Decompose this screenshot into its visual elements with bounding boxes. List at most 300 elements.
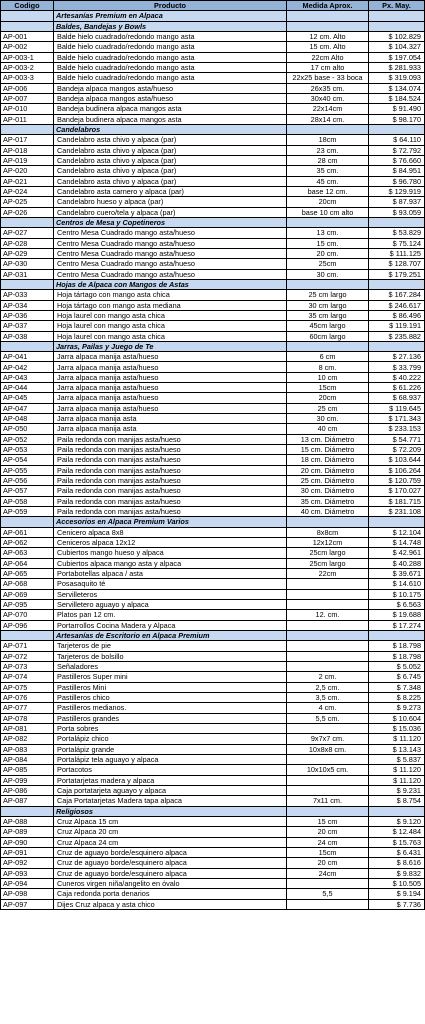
table-row bbox=[1, 899, 425, 909]
item-code: AP-086 bbox=[1, 785, 54, 795]
header-price: Px. May. bbox=[369, 1, 425, 11]
item-code: AP-094 bbox=[1, 878, 54, 888]
item-measure: 8 cm. bbox=[287, 362, 369, 372]
category-price-cell bbox=[369, 279, 425, 289]
item-price: $ 102.829 bbox=[369, 31, 425, 41]
item-product: Bandeja budinera alpaca mangos asta bbox=[54, 104, 287, 114]
header-row bbox=[1, 1, 425, 11]
table-row bbox=[1, 496, 425, 506]
item-code: AP-098 bbox=[1, 889, 54, 899]
item-measure: 45cm largo bbox=[287, 321, 369, 331]
item-measure: 40 cm. Diámetro bbox=[287, 507, 369, 517]
item-price: $ 27.136 bbox=[369, 352, 425, 362]
item-code: AP-045 bbox=[1, 393, 54, 403]
item-price: $ 231.108 bbox=[369, 507, 425, 517]
table-row bbox=[1, 507, 425, 517]
category-row bbox=[1, 279, 425, 289]
category-price-cell bbox=[369, 341, 425, 351]
item-measure: 7x11 cm. bbox=[287, 796, 369, 806]
item-price: $ 11.120 bbox=[369, 765, 425, 775]
item-code: AP-065 bbox=[1, 569, 54, 579]
table-row bbox=[1, 465, 425, 475]
item-product: Hoja laurel con mango asta chica bbox=[54, 321, 287, 331]
item-price: $ 54.771 bbox=[369, 434, 425, 444]
item-code: AP-054 bbox=[1, 455, 54, 465]
item-measure: 28x14 cm. bbox=[287, 114, 369, 124]
item-price: $ 86.496 bbox=[369, 310, 425, 320]
table-row bbox=[1, 372, 425, 382]
table-row bbox=[1, 610, 425, 620]
item-price: $ 106.264 bbox=[369, 465, 425, 475]
item-price: $ 9.273 bbox=[369, 703, 425, 713]
category-measure-cell bbox=[287, 21, 369, 31]
item-measure bbox=[287, 878, 369, 888]
item-code: AP-095 bbox=[1, 600, 54, 610]
item-product: Hoja laurel con mango asta chica bbox=[54, 310, 287, 320]
item-code: AP-036 bbox=[1, 310, 54, 320]
item-product: Bandeja alpaca mangos asta/hueso bbox=[54, 93, 287, 103]
item-product: Centro Mesa Cuadrado mango asta/hueso bbox=[54, 248, 287, 258]
item-measure: 15cm bbox=[287, 383, 369, 393]
table-row bbox=[1, 186, 425, 196]
item-code: AP-072 bbox=[1, 651, 54, 661]
item-product: Centro Mesa Cuadrado mango asta/hueso bbox=[54, 259, 287, 269]
item-measure: 13 cm. bbox=[287, 228, 369, 238]
item-code: AP-091 bbox=[1, 847, 54, 857]
item-measure: 10x10x5 cm. bbox=[287, 765, 369, 775]
item-product: Balde hielo cuadrado/redondo mango asta bbox=[54, 62, 287, 72]
item-product: Paila redonda con manijas asta/hueso bbox=[54, 434, 287, 444]
item-price: $ 13.143 bbox=[369, 744, 425, 754]
item-measure: 18 cm. Diámetro bbox=[287, 455, 369, 465]
item-product: Candelabro asta carnero y alpaca (par) bbox=[54, 186, 287, 196]
item-price: $ 5.052 bbox=[369, 662, 425, 672]
table-row bbox=[1, 672, 425, 682]
table-row bbox=[1, 362, 425, 372]
table-row bbox=[1, 290, 425, 300]
item-price: $ 17.274 bbox=[369, 620, 425, 630]
item-measure: 3,5 cm. bbox=[287, 692, 369, 702]
item-code: AP-025 bbox=[1, 197, 54, 207]
item-price: $ 75.124 bbox=[369, 238, 425, 248]
item-product: Jarra alpaca manija asta/hueso bbox=[54, 372, 287, 382]
item-product: Cruz Alpaca 15 cm bbox=[54, 816, 287, 826]
table-row bbox=[1, 600, 425, 610]
item-price: $ 12.104 bbox=[369, 527, 425, 537]
item-code: AP-061 bbox=[1, 527, 54, 537]
item-product: Centro Mesa Cuadrado mango asta/hueso bbox=[54, 238, 287, 248]
item-code: AP-082 bbox=[1, 734, 54, 744]
table-row bbox=[1, 73, 425, 83]
item-code: AP-044 bbox=[1, 383, 54, 393]
item-product: Pastilleros chico bbox=[54, 692, 287, 702]
table-row bbox=[1, 321, 425, 331]
item-code: AP-021 bbox=[1, 176, 54, 186]
item-measure bbox=[287, 662, 369, 672]
category-measure-cell bbox=[287, 806, 369, 816]
item-product: Jarra alpaca manija asta/hueso bbox=[54, 393, 287, 403]
item-product: Paila redonda con manijas asta/hueso bbox=[54, 445, 287, 455]
category-price-cell bbox=[369, 11, 425, 21]
category-price-cell bbox=[369, 21, 425, 31]
item-product: Portacotos bbox=[54, 765, 287, 775]
item-price: $ 68.937 bbox=[369, 393, 425, 403]
item-price: $ 14.748 bbox=[369, 538, 425, 548]
item-product: Ceniceros alpaca 12x12 bbox=[54, 538, 287, 548]
item-price: $ 33.799 bbox=[369, 362, 425, 372]
item-price: $ 171.343 bbox=[369, 414, 425, 424]
category-measure-cell bbox=[287, 631, 369, 641]
item-measure: 22x25 base - 33 boca bbox=[287, 73, 369, 83]
item-price: $ 246.617 bbox=[369, 300, 425, 310]
item-product: Porta sobres bbox=[54, 723, 287, 733]
item-price: $ 120.759 bbox=[369, 476, 425, 486]
item-code: AP-031 bbox=[1, 269, 54, 279]
item-measure: 30 cm largo bbox=[287, 300, 369, 310]
item-measure bbox=[287, 899, 369, 909]
category-title: Baldes, Bandejas y Bowls bbox=[54, 21, 287, 31]
item-code: AP-081 bbox=[1, 723, 54, 733]
item-code: AP-027 bbox=[1, 228, 54, 238]
category-row bbox=[1, 631, 425, 641]
table-row bbox=[1, 620, 425, 630]
item-measure: 8x8cm bbox=[287, 527, 369, 537]
item-price: $ 104.327 bbox=[369, 42, 425, 52]
category-title: Artesanías Premium en Alpaca bbox=[54, 11, 287, 21]
table-row bbox=[1, 393, 425, 403]
item-product: Cruz Alpaca 20 cm bbox=[54, 827, 287, 837]
item-product: Bandeja alpaca mangos asta/hueso bbox=[54, 83, 287, 93]
item-price: $ 9.832 bbox=[369, 868, 425, 878]
item-code: AP-050 bbox=[1, 424, 54, 434]
item-code: AP-073 bbox=[1, 662, 54, 672]
category-measure-cell bbox=[287, 124, 369, 134]
item-code: AP-096 bbox=[1, 620, 54, 630]
table-row bbox=[1, 155, 425, 165]
item-price: $ 119.191 bbox=[369, 321, 425, 331]
item-measure bbox=[287, 589, 369, 599]
category-code-cell bbox=[1, 806, 54, 816]
table-row bbox=[1, 662, 425, 672]
item-code: AP-089 bbox=[1, 827, 54, 837]
item-price: $ 10.604 bbox=[369, 713, 425, 723]
category-measure-cell bbox=[287, 11, 369, 21]
item-price: $ 9.231 bbox=[369, 785, 425, 795]
table-row bbox=[1, 785, 425, 795]
item-measure bbox=[287, 600, 369, 610]
item-product: Hoja tártago con mango asta mediana bbox=[54, 300, 287, 310]
item-code: AP-083 bbox=[1, 744, 54, 754]
item-code: AP-076 bbox=[1, 692, 54, 702]
table-row bbox=[1, 228, 425, 238]
item-code: AP-071 bbox=[1, 641, 54, 651]
item-price: $ 53.829 bbox=[369, 228, 425, 238]
item-product: Paila redonda con manijas asta/hueso bbox=[54, 465, 287, 475]
item-code: AP-011 bbox=[1, 114, 54, 124]
item-code: AP-090 bbox=[1, 837, 54, 847]
item-product: Portalápiz chico bbox=[54, 734, 287, 744]
header-measure: Medida Aprox. bbox=[287, 1, 369, 11]
item-product: Jarra alpaca manija asta/hueso bbox=[54, 403, 287, 413]
item-product: Paila redonda con manijas asta/hueso bbox=[54, 507, 287, 517]
table-row bbox=[1, 889, 425, 899]
table-row bbox=[1, 589, 425, 599]
table-row bbox=[1, 827, 425, 837]
category-row bbox=[1, 124, 425, 134]
table-row bbox=[1, 445, 425, 455]
item-measure: 4 cm. bbox=[287, 703, 369, 713]
header-product: Producto bbox=[54, 1, 287, 11]
item-price: $ 10.505 bbox=[369, 878, 425, 888]
item-measure: 22cm Alto bbox=[287, 52, 369, 62]
table-row bbox=[1, 868, 425, 878]
item-measure: 35 cm. bbox=[287, 166, 369, 176]
item-product: Caja portatarjeta aguayo y alpaca bbox=[54, 785, 287, 795]
item-price: $ 39.671 bbox=[369, 569, 425, 579]
item-measure bbox=[287, 775, 369, 785]
item-code: AP-047 bbox=[1, 403, 54, 413]
item-measure: 15 cm bbox=[287, 816, 369, 826]
table-row bbox=[1, 692, 425, 702]
item-price: $ 91.490 bbox=[369, 104, 425, 114]
item-price: $ 7.348 bbox=[369, 682, 425, 692]
table-row bbox=[1, 93, 425, 103]
item-measure: 2 cm. bbox=[287, 672, 369, 682]
table-row bbox=[1, 538, 425, 548]
item-measure: 15 cm. bbox=[287, 238, 369, 248]
header-code: Codigo bbox=[1, 1, 54, 11]
item-product: Platos pan 12 cm. bbox=[54, 610, 287, 620]
item-price: $ 103.644 bbox=[369, 455, 425, 465]
item-measure bbox=[287, 641, 369, 651]
item-price: $ 179.251 bbox=[369, 269, 425, 279]
table-row bbox=[1, 331, 425, 341]
item-measure: 40 cm bbox=[287, 424, 369, 434]
item-code: AP-041 bbox=[1, 352, 54, 362]
item-measure: 45 cm. bbox=[287, 176, 369, 186]
item-code: AP-075 bbox=[1, 682, 54, 692]
item-price: $ 111.125 bbox=[369, 248, 425, 258]
item-code: AP-099 bbox=[1, 775, 54, 785]
item-measure: 30 cm. Diámetro bbox=[287, 486, 369, 496]
table-row bbox=[1, 166, 425, 176]
category-code-cell bbox=[1, 124, 54, 134]
item-measure: 15 cm. Alto bbox=[287, 42, 369, 52]
category-title: Centros de Mesa y Copetineros bbox=[54, 217, 287, 227]
item-measure: 10 cm bbox=[287, 372, 369, 382]
item-price: $ 8.616 bbox=[369, 858, 425, 868]
item-code: AP-024 bbox=[1, 186, 54, 196]
item-code: AP-068 bbox=[1, 579, 54, 589]
item-product: Jarra alpaca manija asta/hueso bbox=[54, 383, 287, 393]
table-row bbox=[1, 197, 425, 207]
table-row bbox=[1, 403, 425, 413]
item-product: Pastilleros Super mini bbox=[54, 672, 287, 682]
item-measure: 10x8x8 cm. bbox=[287, 744, 369, 754]
item-price: $ 18.798 bbox=[369, 651, 425, 661]
item-price: $ 93.059 bbox=[369, 207, 425, 217]
item-code: AP-029 bbox=[1, 248, 54, 258]
table-row bbox=[1, 259, 425, 269]
item-price: $ 6.745 bbox=[369, 672, 425, 682]
item-product: Jarra alpaca manija asta/hueso bbox=[54, 362, 287, 372]
item-price: $ 5.837 bbox=[369, 754, 425, 764]
item-code: AP-043 bbox=[1, 372, 54, 382]
item-product: Hoja tártago con mango asta chica bbox=[54, 290, 287, 300]
item-product: Cubiertos mango hueso y alpaca bbox=[54, 548, 287, 558]
item-code: AP-003-1 bbox=[1, 52, 54, 62]
category-title: Accesorios en Alpaca Premium Varios bbox=[54, 517, 287, 527]
item-measure bbox=[287, 785, 369, 795]
item-product: Pastilleros grandes bbox=[54, 713, 287, 723]
item-product: Jarra alpaca manija asta bbox=[54, 424, 287, 434]
item-measure: 20 cm. Diámetro bbox=[287, 465, 369, 475]
item-product: Cruz Alpaca 24 cm bbox=[54, 837, 287, 847]
table-row bbox=[1, 744, 425, 754]
table-row bbox=[1, 62, 425, 72]
item-price: $ 9.194 bbox=[369, 889, 425, 899]
category-measure-cell bbox=[287, 517, 369, 527]
item-measure: 30x40 cm. bbox=[287, 93, 369, 103]
table-row bbox=[1, 579, 425, 589]
item-product: Cenicero alpaca 8x8 bbox=[54, 527, 287, 537]
item-code: AP-070 bbox=[1, 610, 54, 620]
item-measure: 35 cm largo bbox=[287, 310, 369, 320]
item-price: $ 87.937 bbox=[369, 197, 425, 207]
item-code: AP-053 bbox=[1, 445, 54, 455]
item-product: Candelabro asta chivo y alpaca (par) bbox=[54, 135, 287, 145]
table-row bbox=[1, 145, 425, 155]
item-product: Balde hielo cuadrado/redondo mango asta bbox=[54, 42, 287, 52]
item-measure bbox=[287, 620, 369, 630]
item-product: Jarra alpaca manija asta/hueso bbox=[54, 352, 287, 362]
item-measure: 25cm bbox=[287, 259, 369, 269]
table-row bbox=[1, 682, 425, 692]
item-product: Dijes Cruz alpaca y asta chico bbox=[54, 899, 287, 909]
item-code: AP-077 bbox=[1, 703, 54, 713]
item-price: $ 72.792 bbox=[369, 145, 425, 155]
table-row bbox=[1, 527, 425, 537]
item-product: Paila redonda con manijas asta/hueso bbox=[54, 476, 287, 486]
table-row bbox=[1, 434, 425, 444]
table-row bbox=[1, 176, 425, 186]
table-row bbox=[1, 114, 425, 124]
table-row bbox=[1, 42, 425, 52]
item-product: Tarjeteros de pie bbox=[54, 641, 287, 651]
table-row bbox=[1, 723, 425, 733]
category-price-cell bbox=[369, 517, 425, 527]
item-code: AP-003-2 bbox=[1, 62, 54, 72]
item-code: AP-062 bbox=[1, 538, 54, 548]
item-measure: 18cm bbox=[287, 135, 369, 145]
item-price: $ 98.170 bbox=[369, 114, 425, 124]
table-row bbox=[1, 414, 425, 424]
item-price: $ 281.933 bbox=[369, 62, 425, 72]
item-price: $ 184.524 bbox=[369, 93, 425, 103]
category-code-cell bbox=[1, 341, 54, 351]
table-body bbox=[1, 11, 425, 910]
item-code: AP-037 bbox=[1, 321, 54, 331]
item-price: $ 84.951 bbox=[369, 166, 425, 176]
item-code: AP-056 bbox=[1, 476, 54, 486]
item-code: AP-030 bbox=[1, 259, 54, 269]
table-row bbox=[1, 83, 425, 93]
item-product: Portarrollos Cocina Madera y Alpaca bbox=[54, 620, 287, 630]
item-measure bbox=[287, 579, 369, 589]
item-price: $ 40.222 bbox=[369, 372, 425, 382]
item-product: Bandeja budinera alpaca mangos asta bbox=[54, 114, 287, 124]
item-product: Servilletero aguayo y alpaca bbox=[54, 600, 287, 610]
table-row bbox=[1, 207, 425, 217]
item-measure: 15cm bbox=[287, 847, 369, 857]
item-code: AP-048 bbox=[1, 414, 54, 424]
item-code: AP-033 bbox=[1, 290, 54, 300]
table-row bbox=[1, 651, 425, 661]
table-row bbox=[1, 847, 425, 857]
item-code: AP-001 bbox=[1, 31, 54, 41]
item-product: Paila redonda con manijas asta/hueso bbox=[54, 455, 287, 465]
item-code: AP-017 bbox=[1, 135, 54, 145]
item-code: AP-087 bbox=[1, 796, 54, 806]
item-price: $ 7.736 bbox=[369, 899, 425, 909]
category-row bbox=[1, 21, 425, 31]
item-code: AP-006 bbox=[1, 83, 54, 93]
item-code: AP-038 bbox=[1, 331, 54, 341]
item-product: Portalápiz grande bbox=[54, 744, 287, 754]
item-price: $ 181.715 bbox=[369, 496, 425, 506]
item-measure: 30 cm. bbox=[287, 414, 369, 424]
table-row bbox=[1, 104, 425, 114]
item-price: $ 129.919 bbox=[369, 186, 425, 196]
item-measure: 22x14cm bbox=[287, 104, 369, 114]
item-measure: 25 cm. Diámetro bbox=[287, 476, 369, 486]
item-product: Balde hielo cuadrado/redondo mango asta bbox=[54, 52, 287, 62]
category-title: Hojas de Alpaca con Mangos de Astas bbox=[54, 279, 287, 289]
item-price: $ 11.120 bbox=[369, 775, 425, 785]
item-price: $ 233.153 bbox=[369, 424, 425, 434]
category-measure-cell bbox=[287, 341, 369, 351]
item-price: $ 18.798 bbox=[369, 641, 425, 651]
item-price: $ 197.054 bbox=[369, 52, 425, 62]
item-product: Balde hielo cuadrado/redondo mango asta bbox=[54, 73, 287, 83]
item-measure: 5,5 cm. bbox=[287, 713, 369, 723]
category-code-cell bbox=[1, 21, 54, 31]
item-price: $ 119.645 bbox=[369, 403, 425, 413]
item-measure: base 10 cm alto bbox=[287, 207, 369, 217]
item-measure: 25 cm largo bbox=[287, 290, 369, 300]
item-code: AP-028 bbox=[1, 238, 54, 248]
item-code: AP-064 bbox=[1, 558, 54, 568]
item-product: Candelabro asta chivo y alpaca (par) bbox=[54, 166, 287, 176]
item-product: Tarjeteros de bolsillo bbox=[54, 651, 287, 661]
item-product: Candelabro asta chivo y alpaca (par) bbox=[54, 176, 287, 186]
item-code: AP-085 bbox=[1, 765, 54, 775]
item-product: Posasaquito té bbox=[54, 579, 287, 589]
category-row bbox=[1, 517, 425, 527]
item-price: $ 61.226 bbox=[369, 383, 425, 393]
item-product: Cruz de aguayo borde/esquinero alpaca bbox=[54, 858, 287, 868]
item-code: AP-093 bbox=[1, 868, 54, 878]
category-code-cell bbox=[1, 279, 54, 289]
item-measure: 20 cm. bbox=[287, 248, 369, 258]
item-code: AP-019 bbox=[1, 155, 54, 165]
item-code: AP-055 bbox=[1, 465, 54, 475]
category-code-cell bbox=[1, 631, 54, 641]
item-measure: 2,5 cm. bbox=[287, 682, 369, 692]
item-product: Candelabro asta chivo y alpaca (par) bbox=[54, 145, 287, 155]
table-row bbox=[1, 476, 425, 486]
item-measure: 17 cm alto bbox=[287, 62, 369, 72]
